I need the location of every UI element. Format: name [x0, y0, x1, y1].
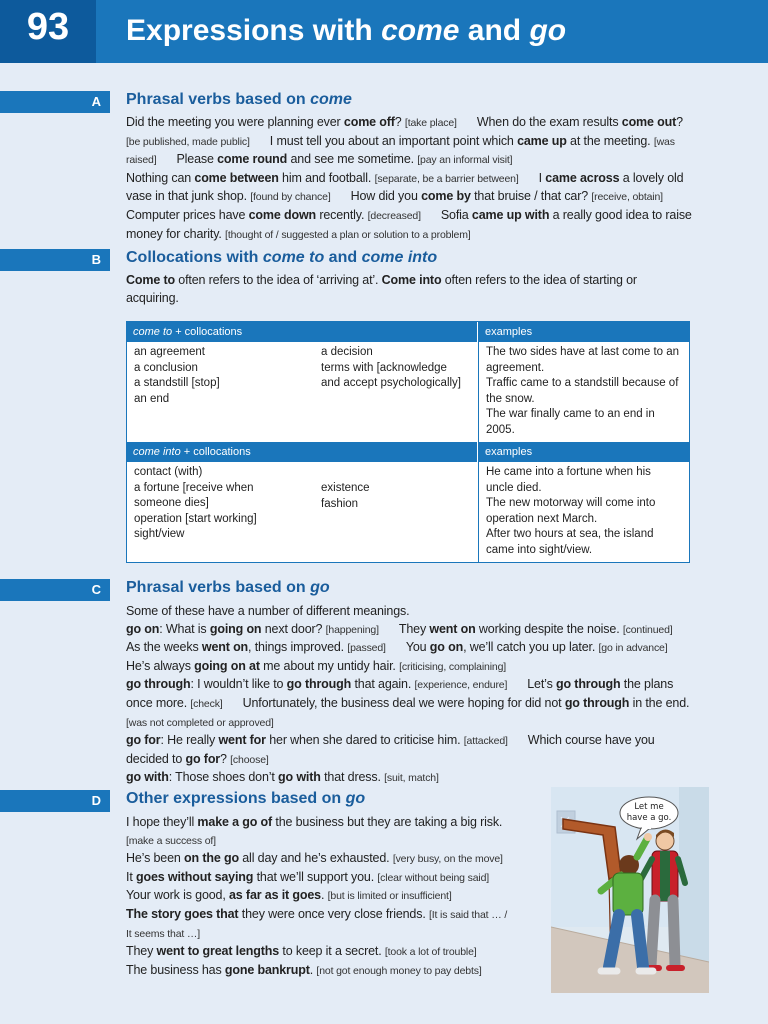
come-into-collocations-col1: contact (with) a fortune [receive when someone dies] operation [start working] sight/view	[134, 466, 257, 541]
unit-number: 93	[26, 6, 70, 48]
section-title-c: Phrasal verbs based on go	[126, 579, 330, 596]
table-divider	[478, 322, 479, 562]
come-to-collocations-col2: a decision terms with [acknowledge and accept psychologically]	[321, 346, 461, 390]
section-tab-c: C	[0, 579, 110, 601]
speech-bubble-line-2: have a go.	[626, 813, 672, 823]
table-header-come-into: come into + collocations	[127, 442, 477, 462]
illustration-drawing	[551, 787, 709, 993]
section-c-text: Some of these have a number of different meanings. go on: What is going on next door? [happening] They went on working despite the noise. [continued]As the weeks went on, things improved. [passed] You go on, we’ll catch you up later. [go in advance]He’s always going on at me about my untidy hair. [criticising, complaining] go through: I wouldn’t like to go through that again. [experience, endure] Let’s go through the plans once more. [check] Unfortunately, the business deal we were hoping for did not go through in the end. [was not completed or approved] go for: He really went for her when she dared to criticise him. [attacked] Which course have you decided to go for? [choose] go with: Those shoes don’t go with that dress. [suit, match]	[126, 604, 690, 785]
come-into-examples: He came into a fortune when his uncle died. The new motorway will come into operation next March. After two hours at sea, the island came into sight/view.	[486, 466, 656, 556]
come-to-examples: The two sides have at last come to an agreement. Traffic came to a standstill because of the snow. The war finally came to an end in 2005.	[486, 346, 680, 436]
collocations-table	[126, 321, 690, 563]
page-title: Expressions with come and go	[126, 14, 567, 47]
section-tab-a: A	[0, 91, 110, 113]
section-b-intro: Come to often refers to the idea of ‘arriving at’. Come into often refers to the idea of starting or acquiring.	[126, 273, 637, 305]
come-into-collocations-col2: existence fashion	[321, 482, 370, 510]
unit-number-box	[0, 0, 96, 63]
section-a-text: Did the meeting you were planning ever come off? [take place] When do the exam results come out? [be published, made public] I must tell you about an important point which came up at the meeting. [was raised] Please come round and see me sometime. [pay an informal visit] Nothing can come between him and football. [separate, be a barrier between] I came across a lovely old vase in that junk shop. [found by chance] How did you come by that bruise / that car? [receive, obtain]Computer prices have come down recently. [decreased] Sofia came up with a really good idea to raise money for charity. [thought of / suggested a plan or solution to a problem]	[126, 115, 692, 241]
section-title-a: Phrasal verbs based on come	[126, 91, 352, 108]
come-to-collocations-col1: an agreement a conclusion a standstill [stop] an end	[134, 346, 220, 405]
section-title-b: Collocations with come to and come into	[126, 249, 438, 266]
table-header-examples: examples	[479, 322, 689, 342]
table-header-examples-2: examples	[479, 442, 689, 462]
section-tab-d: D	[0, 790, 110, 812]
illustration-boys-let-me-have-a-go	[551, 787, 709, 993]
section-d-text: I hope they’ll make a go of the business but they are taking a big risk. [make a success of] He’s been on the go all day and he’s exhausted. [very busy, on the move] It goes without saying that we’ll support you. [clear without being said] Your work is good, as far as it goes. [but is limited or insufficient] The story goes that they were once very close friends. [It is said that … / It seems that …] They went to great lengths to keep it a secret. [took a lot of trouble] The business has gone bankrupt. [not got enough money to pay debts]	[126, 815, 508, 977]
section-title-d: Other expressions based on go	[126, 790, 366, 807]
speech-bubble-line-1: Let me	[634, 802, 664, 812]
section-tab-b: B	[0, 249, 110, 271]
table-header-come-to: come to + collocations	[127, 322, 477, 342]
